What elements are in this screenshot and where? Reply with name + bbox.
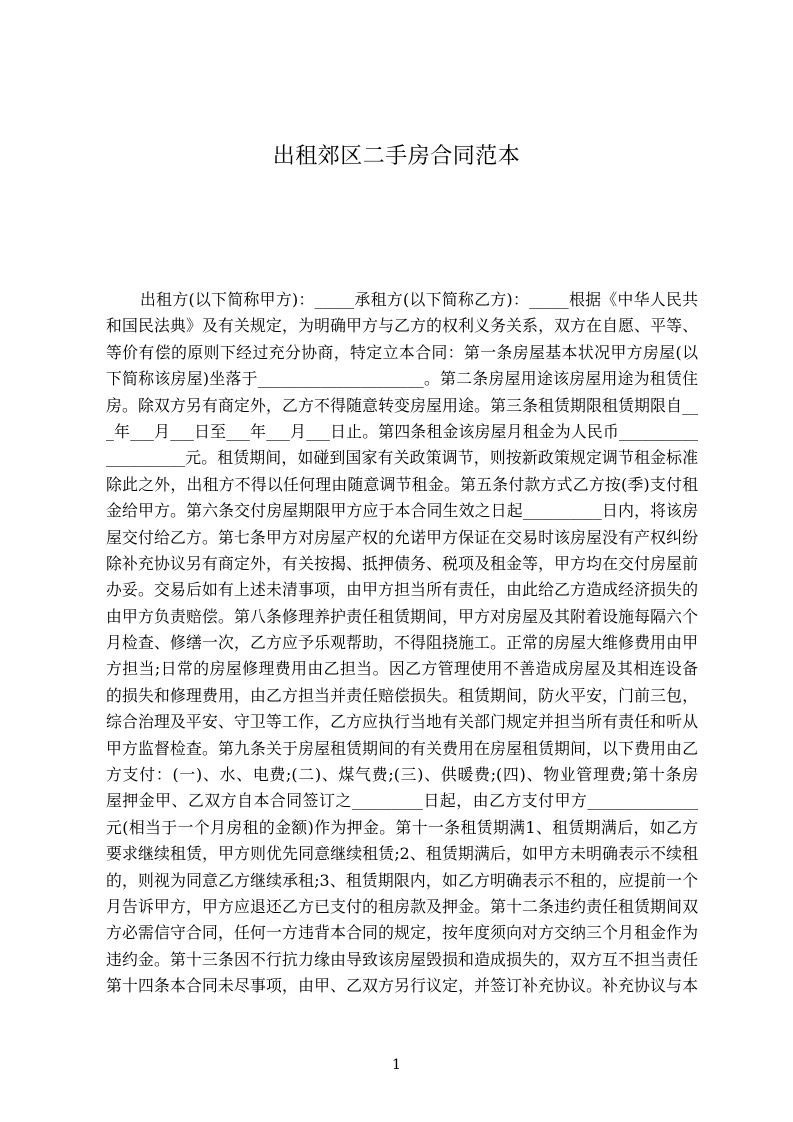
body-line: 由甲方负责赔偿。第八条修理养护责任租赁期间，甲方对房屋及其附着设施每隔六个 bbox=[106, 606, 698, 626]
body-line: 月告诉甲方，甲方应退还乙方已支付的租房款及押金。第十二条违约责任租赁期间双 bbox=[106, 896, 698, 916]
body-line: 屋交付给乙方。第七条甲方对房屋产权的允诺甲方保证在交易时该房屋没有产权纠纷 bbox=[106, 527, 698, 547]
body-line: 屋押金甲、乙双方自本合同签订之_________日起，由乙方支付甲方______________ bbox=[106, 791, 698, 811]
body-line: 下简称该房屋)坐落于_____________________。第二条房屋用途该房屋用途为租赁住 bbox=[106, 369, 698, 389]
page-title: 出租郊区二手房合同范本 bbox=[272, 144, 521, 169]
body-line: 的，则视为同意乙方继续承租;3、租赁期限内，如乙方明确表示不租的，应提前一个 bbox=[106, 870, 698, 890]
body-line: 甲方监督检查。第九条关于房屋租赁期间的有关费用在房屋租赁期间，以下费用由乙 bbox=[106, 738, 698, 758]
body-line: 要求继续租赁，甲方则优先同意继续租赁;2、租赁期满后，如甲方未明确表示不续租 bbox=[106, 844, 698, 864]
body-line: 房。除双方另有商定外，乙方不得随意转变房屋用途。第三条租赁期限租赁期限自__ bbox=[106, 395, 698, 415]
body-line: 金给甲方。第六条交付房屋期限甲方应于本合同生效之日起__________日内，将该房 bbox=[106, 501, 698, 521]
body-line: 方担当;日常的房屋修理费用由乙担当。因乙方管理使用不善造成房屋及其相连设备 bbox=[106, 659, 698, 679]
body-line: 违约金。第十三条因不行抗力缘由导致该房屋毁损和造成损失的，双方互不担当责任 bbox=[106, 949, 698, 969]
contract-body bbox=[106, 287, 698, 1000]
body-line: __________元。租赁期间，如碰到国家有关政策调节，则按新政策规定调节租金标准 bbox=[106, 448, 698, 468]
body-line: 第十四条本合同未尽事项，由甲、乙双方另行议定，并签订补充协议。补充协议与本 bbox=[106, 976, 698, 996]
body-line: 办妥。交易后如有上述未清事项，由甲方担当所有责任，由此给乙方造成经济损失的 bbox=[106, 580, 698, 600]
body-line: 元(相当于一个月房租的金额)作为押金。第十一条租赁期满1、租赁期满后，如乙方 bbox=[106, 817, 698, 837]
body-line: 除此之外，出租方不得以任何理由随意调节租金。第五条付款方式乙方按(季)支付租 bbox=[106, 474, 698, 494]
body-line: _年___月___日至___年___月___日止。第四条租金该房屋月租金为人民币__________ bbox=[106, 421, 698, 441]
body-line: 出租方(以下简称甲方)：_____承租方(以下简称乙方)：_____根据《中华人民共 bbox=[140, 290, 698, 309]
body-line: 综合治理及平安、守卫等工作，乙方应执行当地有关部门规定并担当所有责任和听从 bbox=[106, 712, 698, 732]
body-line: 月检查、修缮一次，乙方应予乐观帮助，不得阻挠施工。正常的房屋大维修费用由甲 bbox=[106, 633, 698, 653]
body-line: 除补充协议另有商定外，有关按揭、抵押债务、税项及租金等，甲方均在交付房屋前 bbox=[106, 553, 698, 573]
body-line: 方支付：(一)、水、电费;(二)、煤气费;(三)、供暖费;(四)、物业管理费;第十条房 bbox=[106, 765, 698, 785]
body-line: 和国民法典》及有关规定，为明确甲方与乙方的权利义务关系，双方在自愿、平等、 bbox=[106, 316, 698, 336]
body-line: 等价有偿的原则下经过充分协商，特定立本合同：第一条房屋基本状况甲方房屋(以 bbox=[106, 342, 698, 362]
body-line: 方必需信守合同，任何一方违背本合同的规定，按年度须向对方交纳三个月租金作为 bbox=[106, 923, 698, 943]
body-line: 的损失和修理费用，由乙方担当并责任赔偿损失。租赁期间，防火平安，门前三包， bbox=[106, 685, 698, 705]
page-number: 1 bbox=[392, 1057, 401, 1073]
